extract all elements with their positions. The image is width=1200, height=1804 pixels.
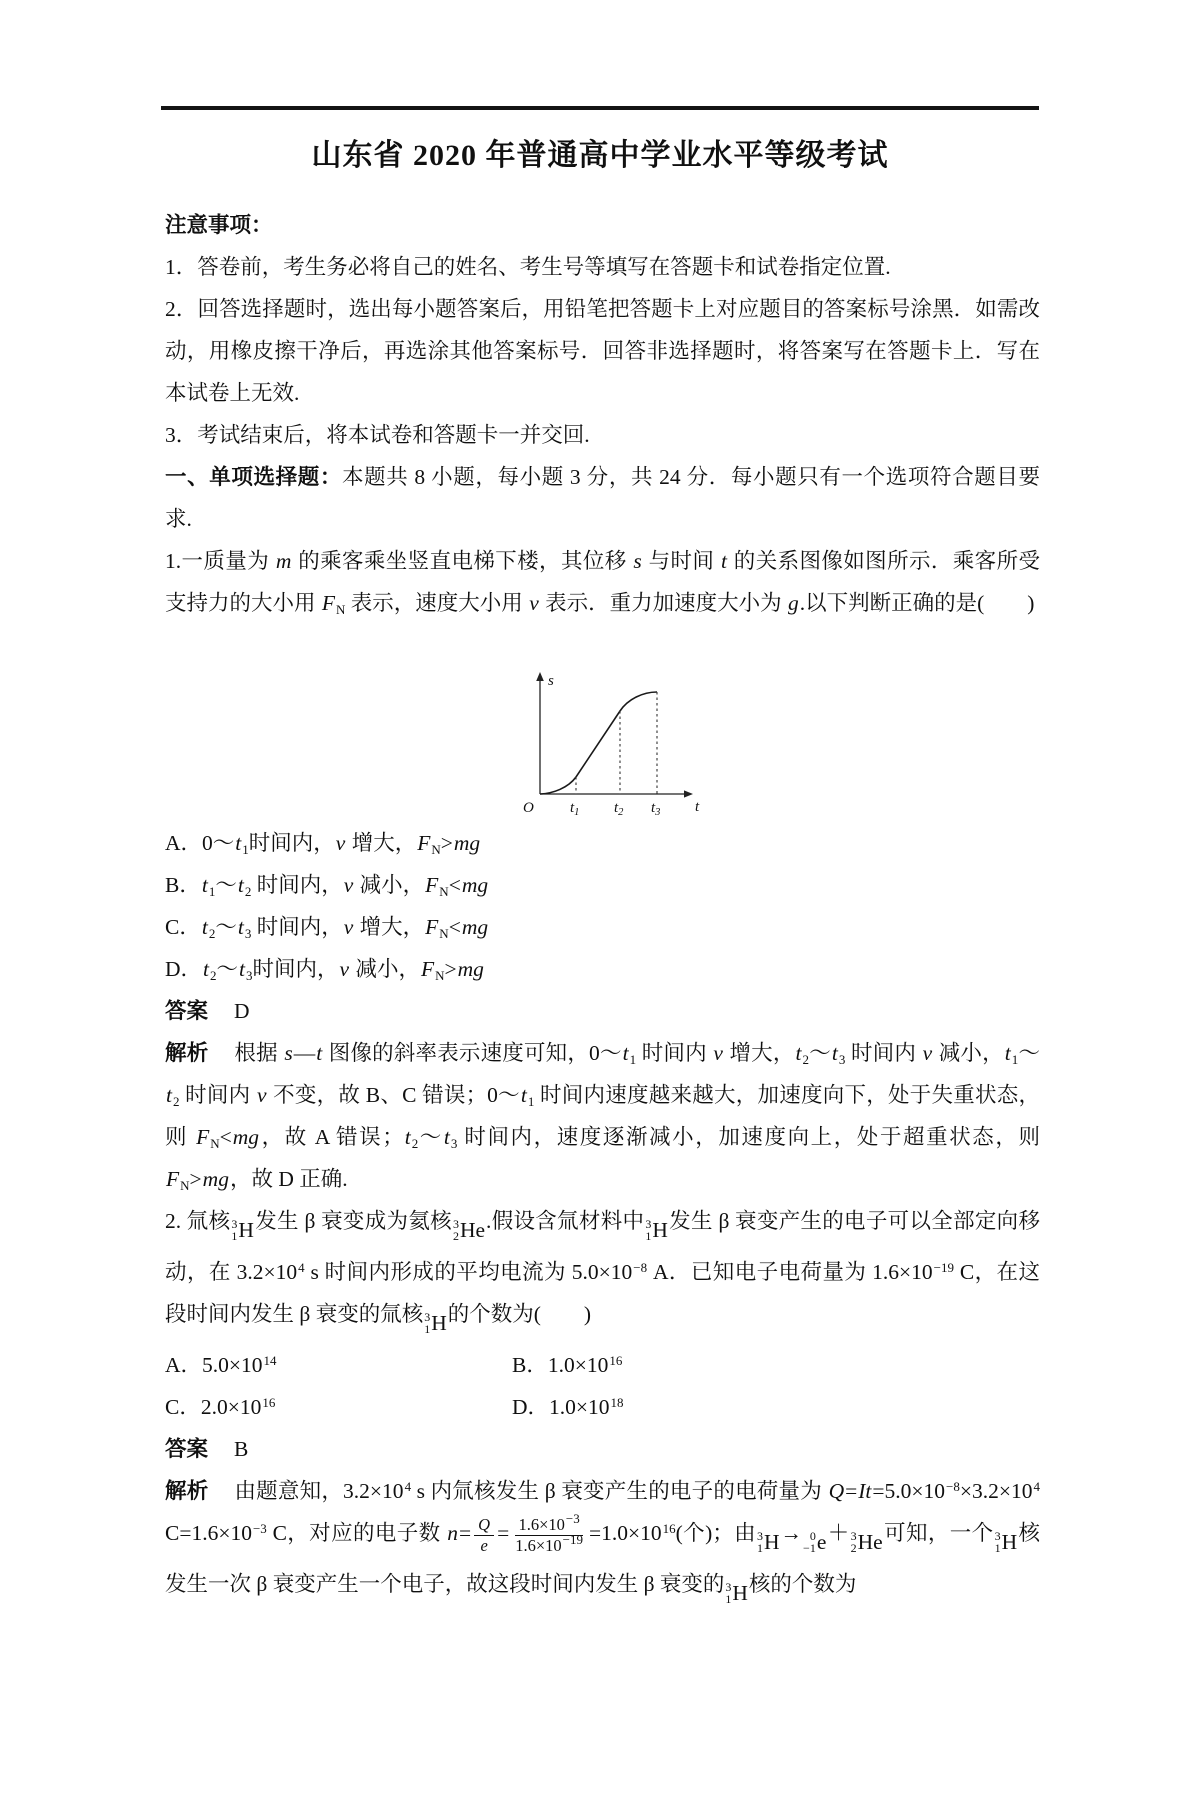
q1-figure [485, 628, 720, 820]
q2-answer-label: 答案 [165, 1437, 209, 1461]
q2-answer [165, 1428, 1040, 1470]
q1-answer [165, 990, 1040, 1032]
y-axis-arrow-icon [536, 672, 544, 681]
x-axis-arrow-icon [684, 790, 693, 797]
notice-heading [165, 204, 1040, 246]
exam-page [0, 106, 1200, 1614]
q1-option-c: C．$t_2\sim t_3$ 时间内，v 增大，$F_N<mg$ [165, 915, 489, 941]
notice-heading-label: 注意事项： [165, 213, 273, 237]
notice-item-3: 3．考试结束后，将本试卷和答题卡一并交回. [165, 423, 590, 447]
origin-label: O [523, 800, 534, 816]
q1-analysis [165, 1032, 1040, 1200]
y-axis-label: s [548, 673, 554, 689]
q1-option-d: D．$t_2\sim t_3$时间内，v 减小，$F_N>mg$ [165, 957, 484, 983]
q1-stem: 1.一质量为 m 的乘客乘坐竖直电梯下楼，其位移 s 与时间 t 的关系图像如图所示．乘客所受支持力的大小用 $F_N$ 表示，速度大小用 v 表示．重力加速度大小为 g.以下判断正确的是( ) [165, 549, 1040, 617]
q2-option-d: D．$1.0\times 10^{18}$ [512, 1395, 624, 1419]
tick-t3: $t_3$ [651, 800, 661, 818]
section-desc: 本题共 8 小题，每小题 3 分，共 24 分．每小题只有一个选项符合题目要求. [165, 465, 1040, 531]
q1-analysis-label: 解析 [165, 1041, 209, 1065]
q1-answer-value: D [234, 999, 250, 1023]
q1-option-a: A．$0\sim t_1$时间内，v 增大，$F_N>mg$ [165, 831, 481, 857]
q2-analysis-text: 由题意知，$3.2\times 10^4$ s 内氚核发生 β 衰变产生的电子的电荷量为 $Q=It=5.0\times 10^{-8}\times 3.2\times 10^4$ $C=1.6\times 10^{-3}$ C，对应的电子数 n= $\frac{Q}{e}$ = $\frac{1.6\times 10^{-3}}{1.6\times 10^{-19}}$ $=1.0\times 10^{16}$(个)；由 3 1 H → 0 −1 e ＋ 3 2 He 可知，一个 3 1 H 核发生一次 β 衰变产生一个电子，故这段时间内发生 β 衰变的 3 1 H 核的个数为 [165, 1479, 1040, 1606]
q1-answer-label: 答案 [165, 999, 209, 1023]
q2-answer-value: B [234, 1437, 249, 1461]
tick-t2: $t_2$ [614, 800, 624, 818]
header-rule [161, 106, 1039, 110]
st-graph [485, 628, 720, 820]
x-axis-label: t [695, 799, 700, 815]
q2-option-a: A．$5.0\times 10^{14}$ [165, 1353, 277, 1377]
section-label: 一、单项选择题： [165, 465, 343, 489]
q2-options [165, 1344, 1040, 1428]
q2-option-b: B．$1.0\times 10^{16}$ [512, 1353, 623, 1377]
notice-item-1: 1．答卷前，考生务必将自己的姓名、考生号等填写在答题卡和试卷指定位置. [165, 255, 891, 279]
content [0, 204, 1200, 1614]
notice-item-2: 2．回答选择题时，选出每小题答案后，用铅笔把答题卡上对应题目的答案标号涂黑．如需改动，用橡皮擦干净后，再选涂其他答案标号．回答非选择题时，将答案写在答题卡上．写在本试卷上无效. [165, 297, 1040, 405]
q1-option-b: B．$t_1\sim t_2$ 时间内，v 减小，$F_N<mg$ [165, 873, 489, 899]
q2-analysis-label: 解析 [165, 1479, 209, 1503]
exam-title: 山东省 2020 年普通高中学业水平等级考试 [311, 139, 889, 172]
section-heading [165, 456, 1040, 540]
tick-t1: $t_1$ [570, 800, 580, 818]
q2-option-c: C．$2.0\times 10^{16}$ [165, 1395, 276, 1419]
q2-analysis [165, 1470, 1040, 1614]
q1-analysis-text: 根据 s—t 图像的斜率表示速度可知，$0\sim t_1$ 时间内 v 增大，$t_2\sim t_3$ 时间内 v 减小，$t_1\sim t_2$ 时间内 v 不变，故 B、C 错误；$0\sim t_1$ 时间内速度越来越大，加速度向下，处于失重状态，则 $F_N<mg$，故 A 错误；$t_2\sim t_3$ 时间内，速度逐渐减小，加速度向上，处于超重状态，则 $F_N>mg$，故 D 正确. [165, 1041, 1040, 1193]
s-t-curve [540, 692, 657, 794]
q2-stem: 2. 氚核 3 1 H 发生 β 衰变成为氦核 3 2 He .假设含氚材料中 3 1 H 发生 β 衰变产生的电子可以全部定向移动，在 $3.2\times 10^4$ s 时间内形成的平均电流为 $5.0\times 10^{-8}$ A．已知电子电荷量为 $1.6\times 10^{-19}$ C，在这段时间内发生 β 衰变的氚核 3 1 H 的个数为( ) [165, 1209, 1040, 1336]
